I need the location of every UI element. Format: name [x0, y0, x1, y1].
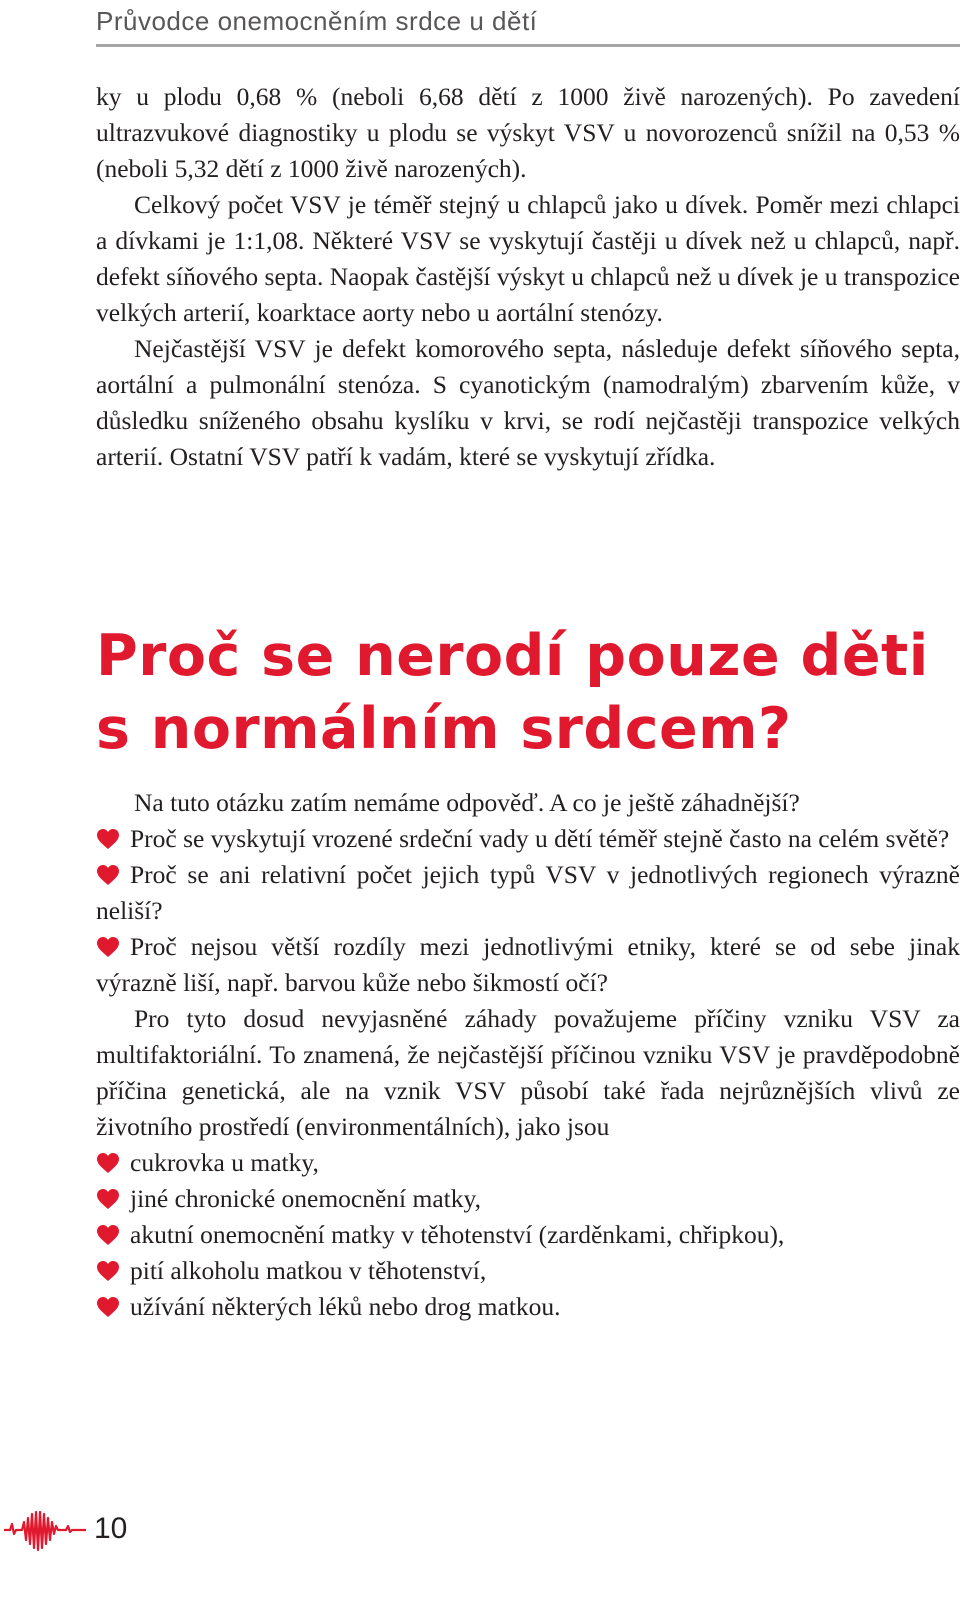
heart-bullet-icon: [96, 1152, 120, 1174]
list-item-text: jiné chronické onemocnění matky,: [130, 1184, 481, 1213]
intro-text: [96, 79, 960, 475]
list-item: [96, 1253, 960, 1289]
heart-bullet-icon: [96, 864, 120, 886]
running-header: Průvodce onemocněním srdce u dětí: [96, 6, 538, 36]
heart-bullet-icon: [96, 1188, 120, 1210]
question-text: Proč se vyskytují vrozené srdeční vady u dětí téměř stejně často na celém světě?: [130, 824, 950, 853]
paragraph: Nejčastější VSV je defekt komorového septa, následuje defekt síňového septa, aortální a pulmonální stenóza. S cyanotickým (namodralým) zbarvením kůže, v důsledku sníženého obsahu kyslíku v krvi, se rodí nejčastěji transpozice velkých arterií. Ostatní VSV patří k vadám, které se vyskytují zřídka.: [96, 334, 960, 471]
heading-line: s normálním srdcem?: [96, 696, 792, 762]
factor-list: [96, 1145, 960, 1325]
list-item-text: pití alkoholu matkou v těhotenství,: [130, 1256, 487, 1285]
heart-bullet-icon: [96, 1296, 120, 1318]
heading-line: Proč se nerodí pouze děti: [96, 623, 929, 689]
list-item: [96, 1217, 960, 1253]
section-heading: [96, 620, 960, 766]
list-item-text: cukrovka u matky,: [130, 1148, 319, 1177]
list-item-text: užívání některých léků nebo drog matkou.: [130, 1292, 561, 1321]
heart-bullet-icon: [96, 1260, 120, 1282]
paragraph: ky u plodu 0,68 % (neboli 6,68 dětí z 1000 živě narozených). Po zavedení ultrazvukové diagnostiky u plodu se výskyt VSV u novorozenců snížil na 0,53 % (neboli 5,32 dětí z 1000 živě narozených).: [96, 82, 960, 183]
heart-bullet-icon: [96, 936, 120, 958]
heartbeat-logo-icon: [0, 1500, 96, 1560]
question-item: [96, 821, 960, 857]
header-divider: [96, 44, 960, 47]
list-item: [96, 1181, 960, 1217]
question-text: Proč se ani relativní počet jejich typů VSV v jednotlivých regionech výrazně neliší?: [96, 860, 960, 925]
paragraph: Celkový počet VSV je téměř stejný u chlapců jako u dívek. Poměr mezi chlapci a dívkami je 1:1,08. Některé VSV se vyskytují častěji u dívek než u chlapců, např. defekt síňového septa. Naopak častější výskyt u chlapců než u dívek je u transpozice velkých arterií, koarktace aorty nebo u aortální stenózy.: [96, 190, 960, 327]
heart-bullet-icon: [96, 828, 120, 850]
lead-paragraph: Na tuto otázku zatím nemáme odpověď. A co je ještě záhadnější?: [134, 788, 800, 817]
heart-bullet-icon: [96, 1224, 120, 1246]
list-item: [96, 1289, 960, 1325]
page-number: 10: [94, 1512, 128, 1545]
section-body: [96, 785, 960, 1325]
question-item: [96, 857, 960, 929]
list-item-text: akutní onemocnění matky v těhotenství (zarděnkami, chřipkou),: [130, 1220, 785, 1249]
conclusion-paragraph: Pro tyto dosud nevyjasněné záhady považujeme příčiny vzniku VSV za multifaktoriální. To znamená, že nejčastější příčinou vzniku VSV je pravděpodobně příčina genetická, ale na vznik VSV působí také řada nejrůznějších vlivů ze životního prostředí (environmentálních), jako jsou: [96, 1004, 960, 1141]
list-item: [96, 1145, 960, 1181]
question-item: [96, 929, 960, 1001]
question-text: Proč nejsou větší rozdíly mezi jednotlivými etniky, které se od sebe jinak výrazně liší, např. barvou kůže nebo šikmostí očí?: [96, 932, 960, 997]
